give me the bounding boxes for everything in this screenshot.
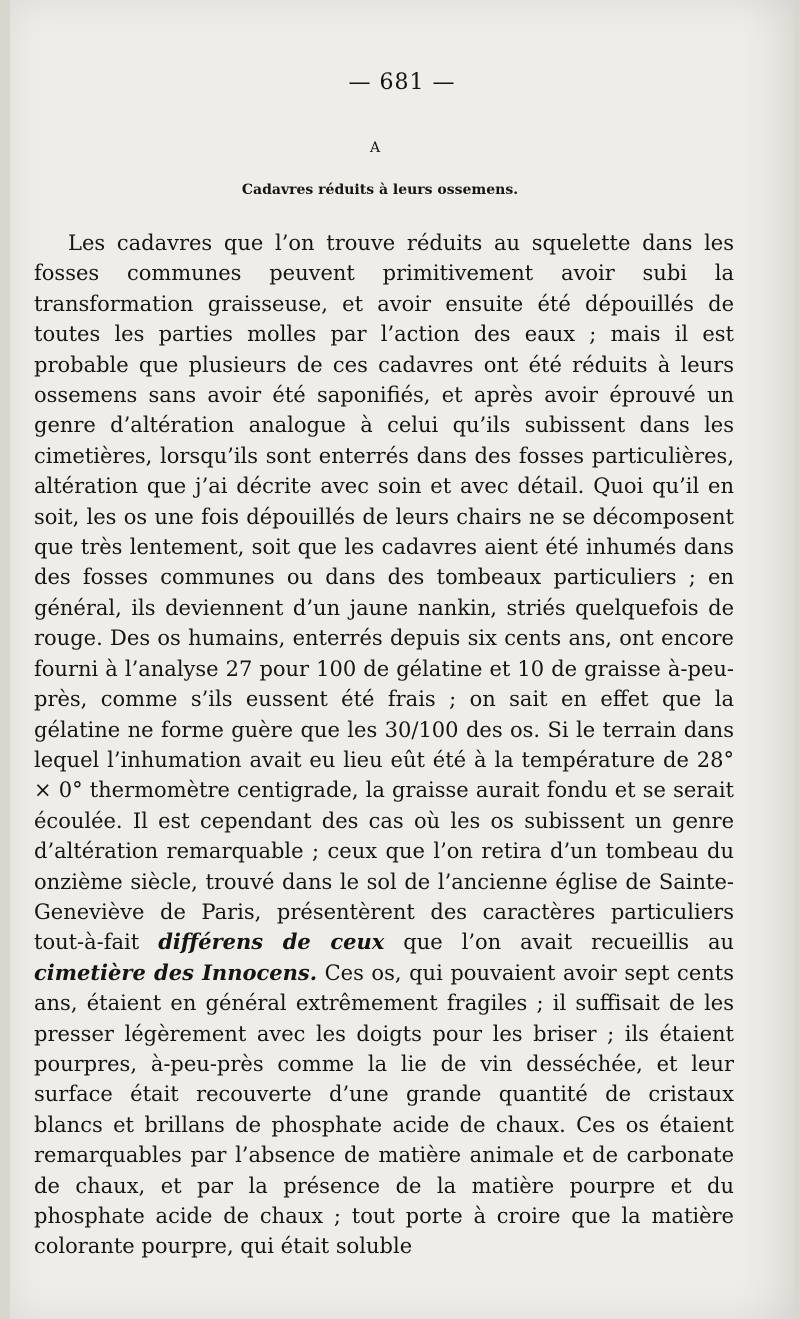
paragraph	[34, 228, 734, 1262]
paragraph-text-part2: que l’on avait recueillis au	[384, 930, 734, 955]
body-text	[34, 228, 734, 1262]
paragraph-text-part1: Les cadavres que l’on trouve réduits au squelette dans les fosses communes peuvent primitivement avoir subi la transformation graisseuse, et avoir ensuite été dépouillés de toutes les parties molles par l’action des eaux ; mais il est probable que plusieurs de ces cadavres ont été réduits à leurs ossemens sans avoir été saponifiés, et après avoir éprouvé un genre d’altération analogue à celui qu’ils subissent dans les cimetières, lorsqu’ils sont enterrés dans des fosses particulières, altération que j’ai décrite avec soin et avec détail. Quoi qu’il en soit, les os une fois dépouillés de leurs chairs ne se décomposent que très lentement, soit que les cadavres aient été inhumés dans des fosses communes ou dans des tombeaux particuliers ; en général, ils deviennent d’un jaune nankin, striés quelquefois de rouge. Des os humains, enterrés depuis six cents ans, ont encore fourni à l’analyse 27 pour 100 de gélatine et 10 de graisse à-peu-près, comme s’ils eussent été frais ; on sait en effet que la gélatine ne forme guère que les 30/100 des os. Si le terrain dans lequel l’inhumation avait eu lieu eût été à la température de 28° × 0° thermomètre centigrade, la graisse aurait fondu et se serait écoulée. Il est cependant des cas où les os subissent un genre d’altération remarquable ; ceux que l’on retira d’un tombeau du onzième siècle, trouvé dans le sol de l’ancienne église de Sainte-Geneviève de Paris, présentèrent des caractères particuliers tout-à-fait	[34, 231, 734, 955]
emphasis-text: différens de ceux	[158, 929, 385, 955]
page-number: — 681 —	[348, 70, 456, 95]
section-letter: A	[369, 140, 381, 156]
book-page	[10, 0, 794, 1319]
section-title: Cadavres réduits à leurs ossemens.	[241, 182, 519, 198]
emphasis-text: cimetière des Innocens.	[34, 959, 318, 985]
page-shadow	[734, 0, 794, 1319]
paragraph-text-part3: Ces os, qui pouvaient avoir sept cents ans, étaient en général extrêmement fragiles ; il suffisait de les presser légèrement avec les doigts pour les briser ; ils étaient pourpres, à-peu-près comme la lie de vin desséchée, et leur surface était recouverte d’une grande quantité de cristaux blancs et brillans de phosphate acide de chaux. Ces os étaient remarquables par l’absence de matière animale et de carbonate de chaux, et par la présence de la matière pourpre et du phosphate acide de chaux ; tout porte à croire que la matière colorante pourpre, qui était soluble	[34, 960, 734, 1259]
